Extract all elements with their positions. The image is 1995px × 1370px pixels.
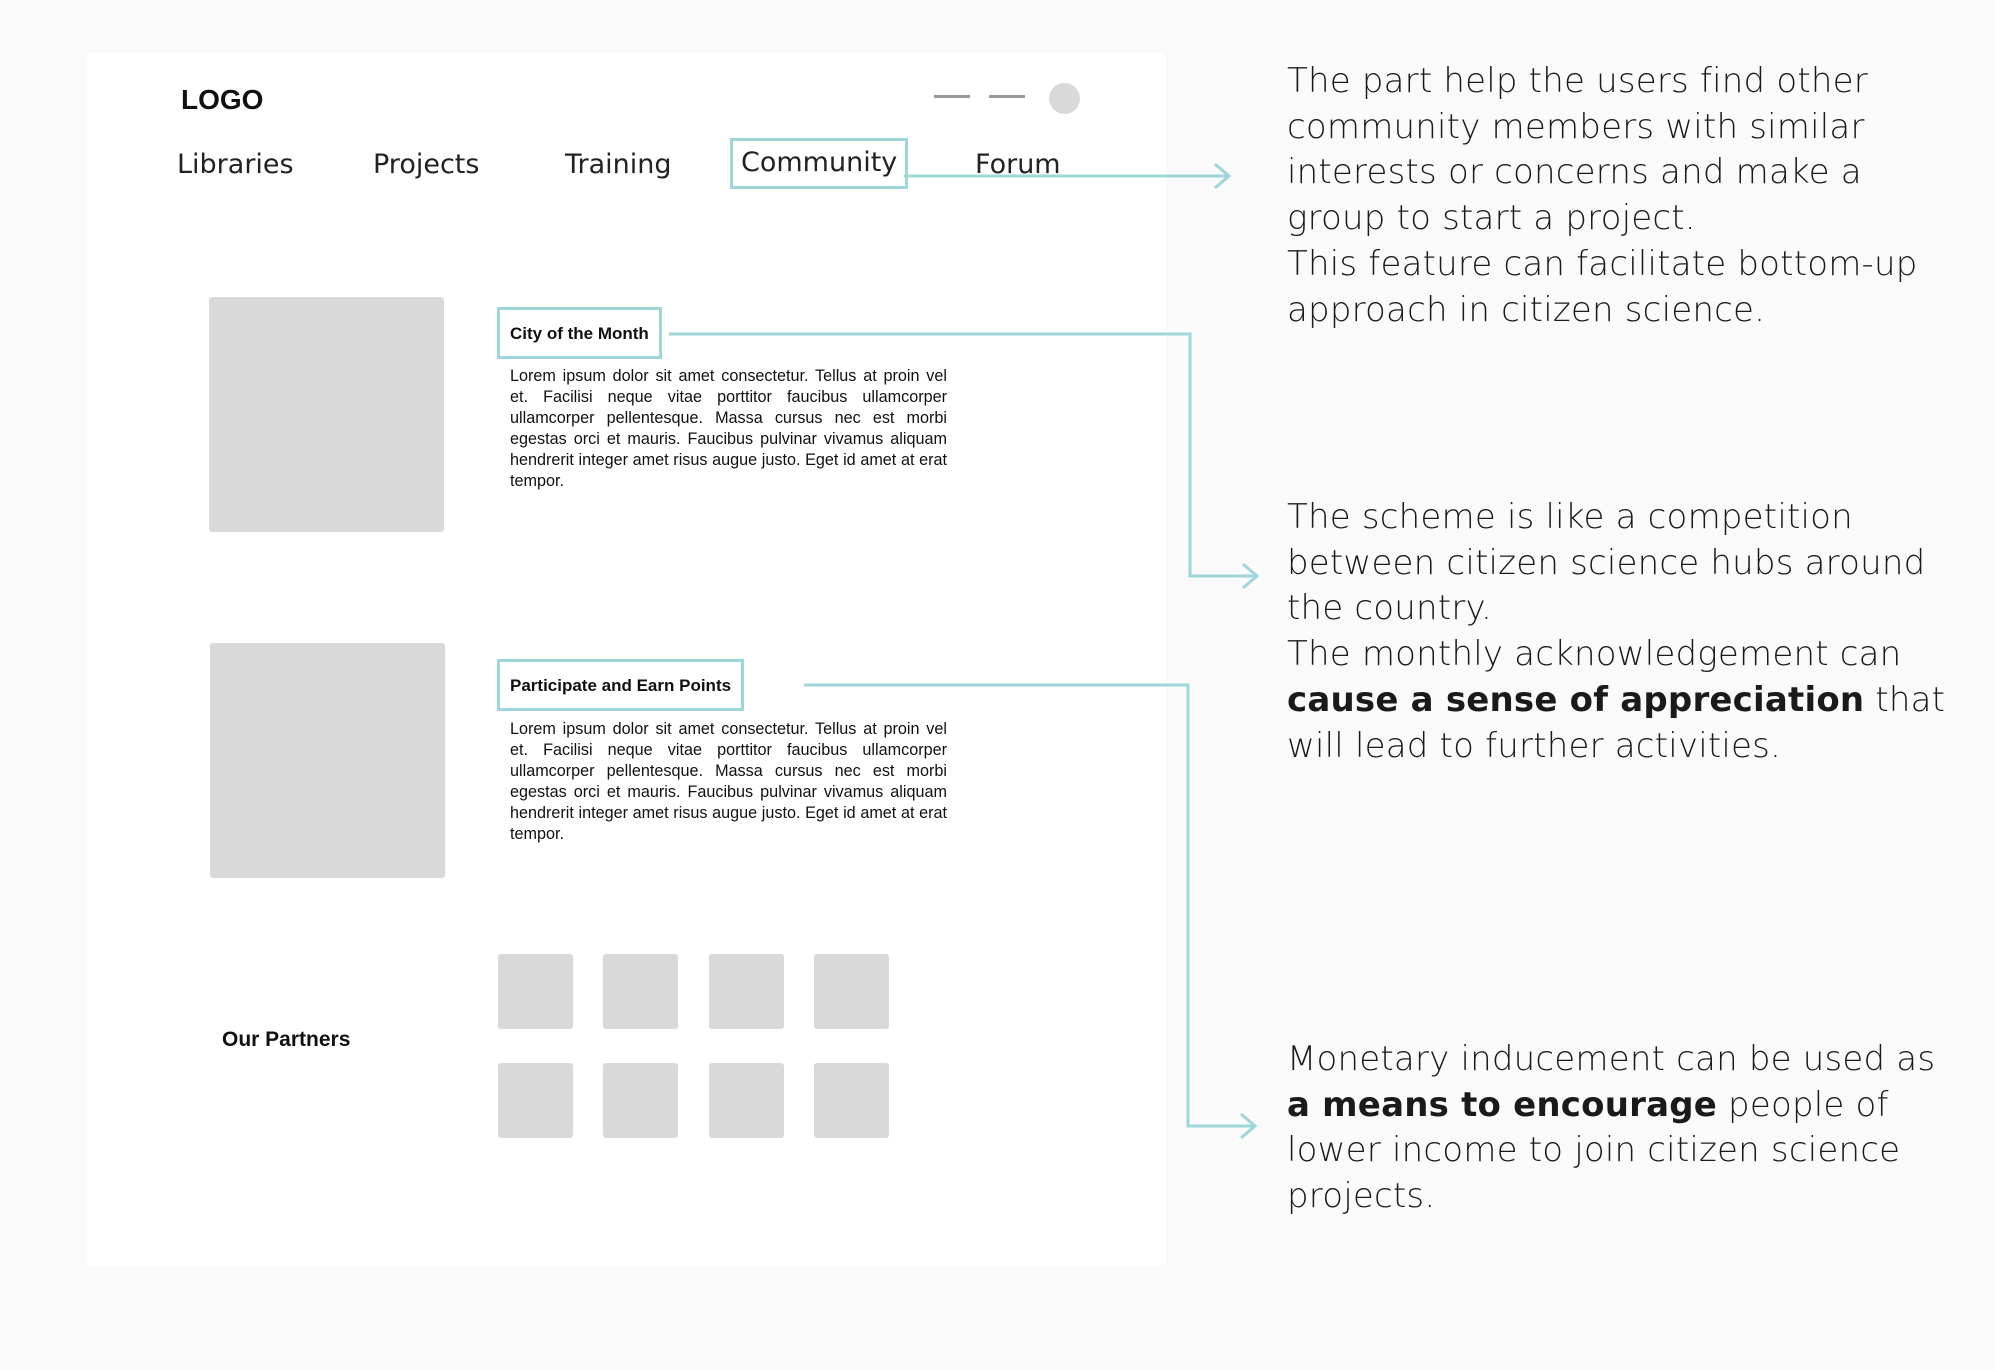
annotation-points-bold: a means to encourage xyxy=(1287,1084,1718,1125)
annotation-community xyxy=(1287,59,1967,333)
annotation-city-pre: The monthly acknowledgement can xyxy=(1287,634,1902,675)
our-partners-title: Our Partners xyxy=(222,1028,351,1051)
annotation-community-text-1: The part help the users find other community members with similar interests or concerns and make a group to start a project. xyxy=(1287,61,1868,239)
logo[interactable]: LOGO xyxy=(181,84,264,115)
annotation-points xyxy=(1287,1037,1967,1220)
annotation-city-bold: cause a sense of appreciation xyxy=(1287,679,1865,720)
annotation-city xyxy=(1287,495,1967,769)
nav-community[interactable]: Community xyxy=(730,138,908,189)
annotation-points-post: people of lower income to join citizen science projects. xyxy=(1287,1084,1901,1217)
nav-projects[interactable]: Projects xyxy=(373,149,480,180)
participate-earn-points-title: Participate and Earn Points xyxy=(497,659,744,711)
annotation-city-post: that will lead to further activities. xyxy=(1287,679,1946,766)
nav-forum[interactable]: Forum xyxy=(975,149,1061,180)
annotation-points-text xyxy=(1287,1037,1967,1220)
participate-earn-points-text: Lorem ipsum dolor sit amet consectetur. Tellus at proin vel et. Facilisi neque vitae porttitor faucibus ullamcorper ullamcorper pellentesque. Massa cursus nec est morbi egestas orci et mauris. Faucibus pulvinar vivamus aliquam hendrerit integer amet risus augue justo. Eget id amet at erat tempor. xyxy=(510,720,947,843)
annotation-city-text-1: The scheme is like a competition between citizen science hubs around the country. xyxy=(1287,497,1926,629)
city-of-month-title: City of the Month xyxy=(497,307,662,359)
city-of-month-text: Lorem ipsum dolor sit amet consectetur. Tellus at proin vel et. Facilisi neque vitae porttitor faucibus ullamcorper ullamcorper pellentesque. Massa cursus nec est morbi egestas orci et mauris. Faucibus pulvinar vivamus aliquam hendrerit integer amet risus augue justo. Eget id amet at erat tempor. xyxy=(510,367,947,490)
nav-training[interactable]: Training xyxy=(565,149,672,180)
connector-points-line xyxy=(804,685,1254,1126)
nav-libraries[interactable]: Libraries xyxy=(177,149,294,180)
annotation-city-text-2 xyxy=(1287,632,1967,769)
annotation-community-text-2: This feature can facilitate bottom-up approach in citizen science. xyxy=(1287,243,1918,330)
connector-city-line xyxy=(669,334,1256,576)
annotation-points-pre: Monetary inducement can be used as xyxy=(1287,1039,1936,1079)
